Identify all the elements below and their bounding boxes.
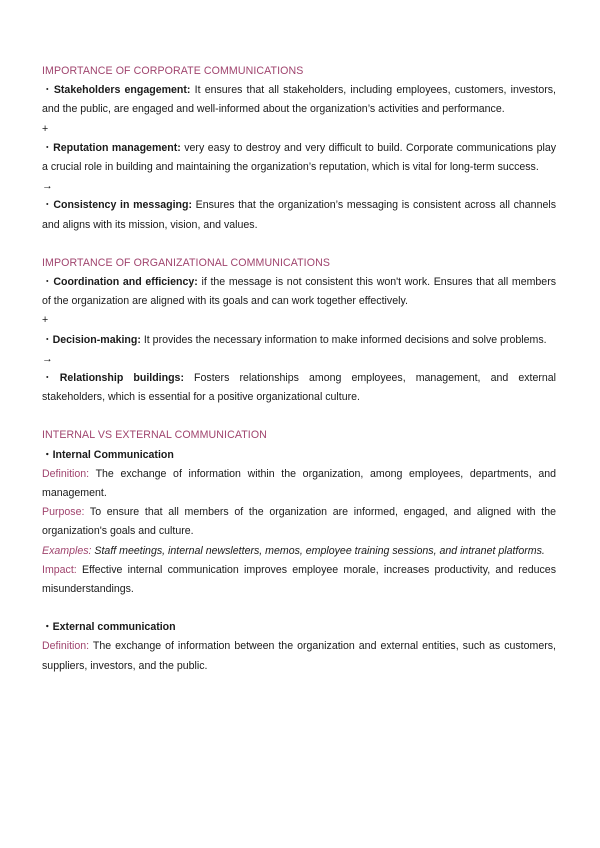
org-item-coordination: ・Coordination and efficiency: if the message is not consistent this won't work. Ensures that all members of the organization are aligned with its goals and can work together effectively. (42, 276, 557, 308)
bullet: ・ (42, 621, 53, 634)
org-item-decision: ・Decision-making: It provides the necessary information to make informed decisions and solve problems. (42, 333, 547, 346)
corporate-heading: IMPORTANCE OF CORPORATE COMMUNICATIONS (42, 65, 304, 77)
external-definition (42, 637, 556, 675)
internal-purpose (42, 503, 556, 541)
arrow-symbol: → (42, 352, 53, 365)
org-item-title: Decision-making: (52, 333, 141, 346)
document-page (42, 62, 556, 676)
internal-impact (42, 561, 556, 599)
organizational-heading: IMPORTANCE OF ORGANIZATIONAL COMMUNICATIONS (42, 256, 330, 269)
definition-label: Definition: (42, 467, 90, 480)
bullet: ・ (42, 448, 53, 461)
impact-label: Impact: (42, 563, 77, 576)
corp-item-reputation: ・Reputation management: very easy to destroy and very difficult to build. Corporate communications play a crucial role in building and maintaining the organization’s reputation, which is vital for long-term success. (42, 141, 557, 173)
org-item-title: Relationship buildings: (59, 371, 184, 384)
examples-label: Examples: (42, 544, 92, 557)
org-item-title: Coordination and efficiency: (53, 276, 198, 288)
purpose-label: Purpose: (42, 506, 85, 519)
impact-text: Effective internal communication improves employee morale, increases productivity, and reduces misunderstandings. (42, 563, 556, 596)
corp-item-title: Consistency in messaging: (53, 199, 192, 212)
corp-item-text: very easy to destroy and very difficult to build. Corporate communications play a crucial role in building and maintaining the organization’s reputation, which is vital for long-term success. (42, 141, 557, 173)
definition-text: The exchange of information between the organization and external entities, such as customers, suppliers, investors, and the public. (42, 640, 556, 672)
internal-definition (42, 465, 556, 503)
internal-examples (42, 542, 556, 561)
org-item-text: Fosters relationships among employees, management, and external stakeholders, which is essential for a positive organizational culture. (42, 371, 557, 404)
org-item-text: It provides the necessary information to make informed decisions and solve problems. (140, 333, 547, 346)
corp-item-title: Stakeholders engagement: (53, 84, 191, 97)
examples-text: Staff meetings, internal newsletters, memos, employee training sessions, and intranet platforms. (91, 544, 545, 557)
external-title (42, 618, 556, 637)
arrow-symbol: → (42, 180, 53, 193)
internal-external-heading: INTERNAL VS EXTERNAL COMMUNICATION (42, 429, 267, 442)
corp-item-text: Ensures that the organization’s messaging is consistent across all channels and aligns with its mission, vision, and values. (42, 199, 557, 231)
definition-label: Definition: (42, 640, 90, 653)
corp-item-text: It ensures that all stakeholders, including employees, customers, investors, and the public, are engaged and well-informed about the organization’s activities and performance. (42, 84, 556, 116)
corporate-section (42, 62, 556, 235)
internal-title-text: Internal Communication (52, 448, 174, 461)
organizational-section (42, 254, 556, 408)
spacer (42, 599, 556, 618)
corp-item-consistency: ・Consistency in messaging: Ensures that the organization’s messaging is consistent across all channels and aligns with its mission, vision, and values. (42, 199, 557, 231)
org-item-relationship: ・Relationship buildings: Fosters relationships among employees, management, and external stakeholders, which is essential for a positive organizational culture. (42, 371, 557, 404)
internal-title (42, 446, 556, 465)
internal-external-section (42, 426, 556, 675)
corp-item-stakeholders: ・Stakeholders engagement: It ensures that all stakeholders, including employees, customers, investors, and the public, are engaged and well-informed about the organization’s activities and performance. (42, 84, 556, 116)
purpose-text: To ensure that all members of the organization are informed, engaged, and aligned with the organization's goals and culture. (42, 506, 556, 538)
corp-item-title: Reputation management: (53, 141, 181, 154)
definition-text: The exchange of information within the organization, among employees, departments, and management. (42, 467, 556, 499)
external-title-text: External communication (52, 621, 176, 634)
org-item-text: if the message is not consistent this won't work. Ensures that all members of the organization are aligned with its goals and can work together effectively. (42, 276, 557, 308)
plus-symbol: + (42, 122, 49, 135)
plus-symbol: + (42, 314, 49, 327)
